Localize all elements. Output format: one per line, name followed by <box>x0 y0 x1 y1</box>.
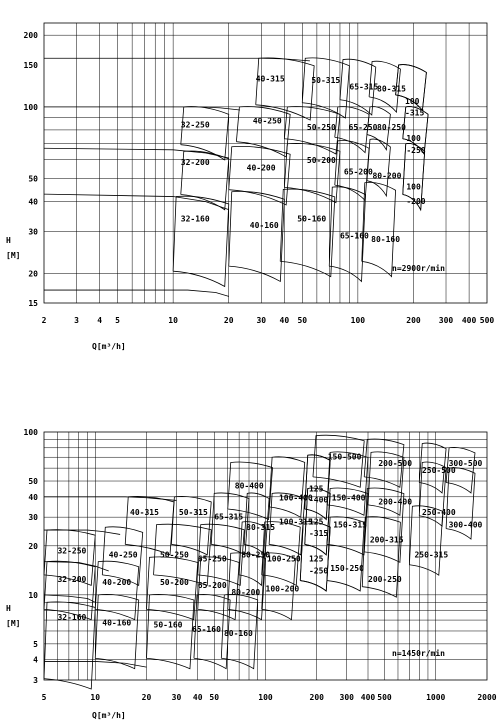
pump-model-label: 50-315 <box>311 75 341 85</box>
pump-model-label: 80-315 <box>377 84 406 94</box>
x-tick-label: 500 <box>377 693 392 702</box>
pump-model-label: 100 <box>406 182 421 192</box>
head-curve <box>44 58 310 61</box>
pump-region-outline <box>95 561 138 620</box>
pump-model-label: 40-200 <box>102 577 132 587</box>
pump-region-outline <box>236 106 290 156</box>
x-tick-label: 500 <box>479 316 495 325</box>
x-tick-label: 2000 <box>477 693 497 702</box>
x-tick-label: 400 <box>360 693 376 702</box>
pump-model-label: 32-200 <box>57 574 87 584</box>
pump-model-label: 200-315 <box>369 535 404 545</box>
y-tick-label: 5 <box>33 639 38 649</box>
pump-model-label: 50-200 <box>306 156 336 166</box>
x-tick-label: 20 <box>141 693 152 702</box>
pump-model-label: 100 <box>405 96 420 106</box>
pump-model-label: 100-315 <box>278 517 313 527</box>
x-tick-label: 5 <box>41 693 47 702</box>
x-axis-label: Q[m³/h] <box>92 711 126 720</box>
y-tick-label: 20 <box>28 269 38 279</box>
pump-model-label: 40-315 <box>130 507 159 517</box>
speed-label: n=1450r/min <box>392 649 445 658</box>
pump-region-outline <box>228 462 273 519</box>
head-curve <box>44 497 176 501</box>
head-curve <box>44 148 229 158</box>
pump-model-label: 40-200 <box>246 163 276 173</box>
pump-model-label: 32-250 <box>57 546 87 556</box>
pump-model-label: 40-250 <box>252 116 282 126</box>
pump-model-label: 50-200 <box>159 577 189 587</box>
pump-model-label: -400 <box>308 495 329 505</box>
pump-model-label: 50-160 <box>297 214 327 224</box>
head-curve <box>44 290 229 296</box>
pump-region-outline <box>125 496 174 555</box>
x-tick-label: 30 <box>171 693 182 702</box>
y-tick-label: 50 <box>28 477 38 487</box>
pump-model-label: 150-500 <box>327 452 362 462</box>
x-tick-label: 5 <box>115 316 120 325</box>
y-tick-label: 4 <box>33 655 38 665</box>
pump-region-outline <box>269 457 305 518</box>
x-tick-label: 300 <box>339 693 354 702</box>
x-tick-label: 200 <box>406 316 421 325</box>
x-tick-label: 200 <box>309 693 324 702</box>
pump-model-label: -315 <box>405 108 425 118</box>
x-tick-label: 20 <box>223 316 234 325</box>
head-curve <box>44 194 229 210</box>
pump-model-label: 50-250 <box>159 550 189 560</box>
pump-model-label: 80-400 <box>234 481 264 491</box>
pump-model-label: 65-250 <box>197 554 227 564</box>
pump-model-label: 100 <box>406 133 421 143</box>
x-tick-label: 2 <box>41 316 47 325</box>
pump-region-outline <box>173 196 229 286</box>
y-tick-label: 3 <box>33 676 38 685</box>
x-tick-label: 4 <box>97 316 103 325</box>
pump-model-label: 80-200 <box>372 171 402 181</box>
pump-model-label: 32-200 <box>180 157 210 167</box>
x-tick-label: 1000 <box>426 693 446 702</box>
x-tick-label: 10 <box>168 316 178 325</box>
y-tick-label: 200 <box>23 31 38 41</box>
y-tick-label: 150 <box>23 60 38 70</box>
pump-region-outline <box>147 594 194 668</box>
pump-model-label: 150-250 <box>330 564 364 574</box>
pump-model-label: 200-500 <box>378 458 413 468</box>
pump-model-label: -250 <box>406 145 426 155</box>
pump-model-label: 125 <box>308 517 324 527</box>
pump-model-label: 250-400 <box>421 507 456 517</box>
x-tick-label: 100 <box>258 693 273 702</box>
pump-model-label: 65-315 <box>349 82 379 92</box>
y-axis-unit: [M] <box>6 251 21 260</box>
y-tick-label: 20 <box>28 541 38 551</box>
x-tick-label: 40 <box>279 316 290 325</box>
pump-model-label: 65-315 <box>214 512 244 522</box>
pump-region-outline <box>280 189 335 277</box>
pump-model-label: 300-500 <box>448 458 483 468</box>
pump-model-label: 80-200 <box>231 587 261 597</box>
x-tick-label: 300 <box>438 316 454 325</box>
pump-model-label: 50-250 <box>306 122 336 132</box>
pump-model-label: 40-160 <box>249 220 279 230</box>
y-tick-label: 100 <box>23 428 38 437</box>
pump-model-label: -250 <box>308 566 329 576</box>
y-axis-label: H <box>6 604 11 613</box>
pump-model-label: 125 <box>308 484 324 494</box>
pump-region-outline <box>256 58 314 120</box>
pump-model-label: 65-250 <box>348 122 378 132</box>
pump-model-label: 150-315 <box>333 520 367 530</box>
pump-model-label: 250-315 <box>414 550 449 560</box>
pump-region-outline <box>362 182 396 276</box>
x-axis-label: Q[m³/h] <box>92 342 126 351</box>
pump-model-label: 40-160 <box>102 618 132 628</box>
pump-model-label: 125 <box>308 554 324 564</box>
pump-region-outline <box>228 553 266 620</box>
pump-model-label: 65-160 <box>191 625 221 635</box>
pump-model-label: -315 <box>308 528 329 538</box>
pump-region-outline <box>95 594 138 668</box>
pump-model-label: 100-250 <box>266 554 301 564</box>
pump-model-label: 100-200 <box>265 584 300 594</box>
pump-model-label: 200-400 <box>378 497 413 507</box>
pump-model-label: 200-250 <box>368 574 402 584</box>
pump-model-label: 80-250 <box>377 122 406 132</box>
pump-model-label: 80-160 <box>223 628 253 638</box>
x-tick-label: 50 <box>209 693 220 702</box>
pump-model-label: 65-200 <box>343 167 373 177</box>
x-tick-label: 3 <box>74 316 79 325</box>
pump-model-label: 80-250 <box>241 550 271 560</box>
pump-model-label: -200 <box>406 197 426 207</box>
pump-model-label: 40-250 <box>108 550 138 560</box>
pump-model-label: 32-160 <box>57 613 87 623</box>
pump-model-label: 100-400 <box>278 493 313 503</box>
pump-model-label: 50-315 <box>178 507 208 517</box>
pump-model-label: 50-160 <box>153 620 183 630</box>
chart-panel-2 <box>6 428 497 720</box>
y-tick-label: 40 <box>28 492 38 502</box>
pump-region-outline <box>327 452 368 515</box>
pump-model-label: 300-400 <box>448 520 483 530</box>
y-tick-label: 15 <box>28 299 38 308</box>
pump-region-outline <box>229 146 290 205</box>
speed-label: n=2900r/min <box>392 264 445 273</box>
y-axis-unit: [M] <box>6 619 21 628</box>
pump-model-label: 32-250 <box>180 120 210 130</box>
pump-model-label: 80-160 <box>371 235 401 245</box>
pump-model-label: 40-315 <box>255 74 285 84</box>
y-tick-label: 100 <box>23 102 38 112</box>
pump-region-outline <box>229 191 285 281</box>
y-axis-label: H <box>6 236 11 245</box>
y-tick-label: 10 <box>28 590 38 600</box>
pump-model-label: 150-400 <box>331 493 366 503</box>
y-tick-label: 50 <box>28 174 38 184</box>
pump-model-label: 32-160 <box>180 214 210 224</box>
x-tick-label: 400 <box>461 316 477 325</box>
pump-model-label: 65-200 <box>197 581 227 591</box>
y-tick-label: 40 <box>28 197 38 207</box>
y-tick-label: 30 <box>28 227 38 237</box>
y-tick-label: 30 <box>28 513 38 523</box>
pump-model-label: 65-160 <box>339 231 369 241</box>
pump-model-label: 250-500 <box>421 466 456 476</box>
pump-model-label: 80-315 <box>246 523 276 533</box>
x-tick-label: 10 <box>90 693 101 702</box>
x-tick-label: 100 <box>350 316 366 325</box>
x-tick-label: 30 <box>256 316 267 325</box>
x-tick-label: 40 <box>192 693 203 702</box>
chart-panel-1 <box>6 23 494 351</box>
x-tick-label: 50 <box>297 316 308 325</box>
